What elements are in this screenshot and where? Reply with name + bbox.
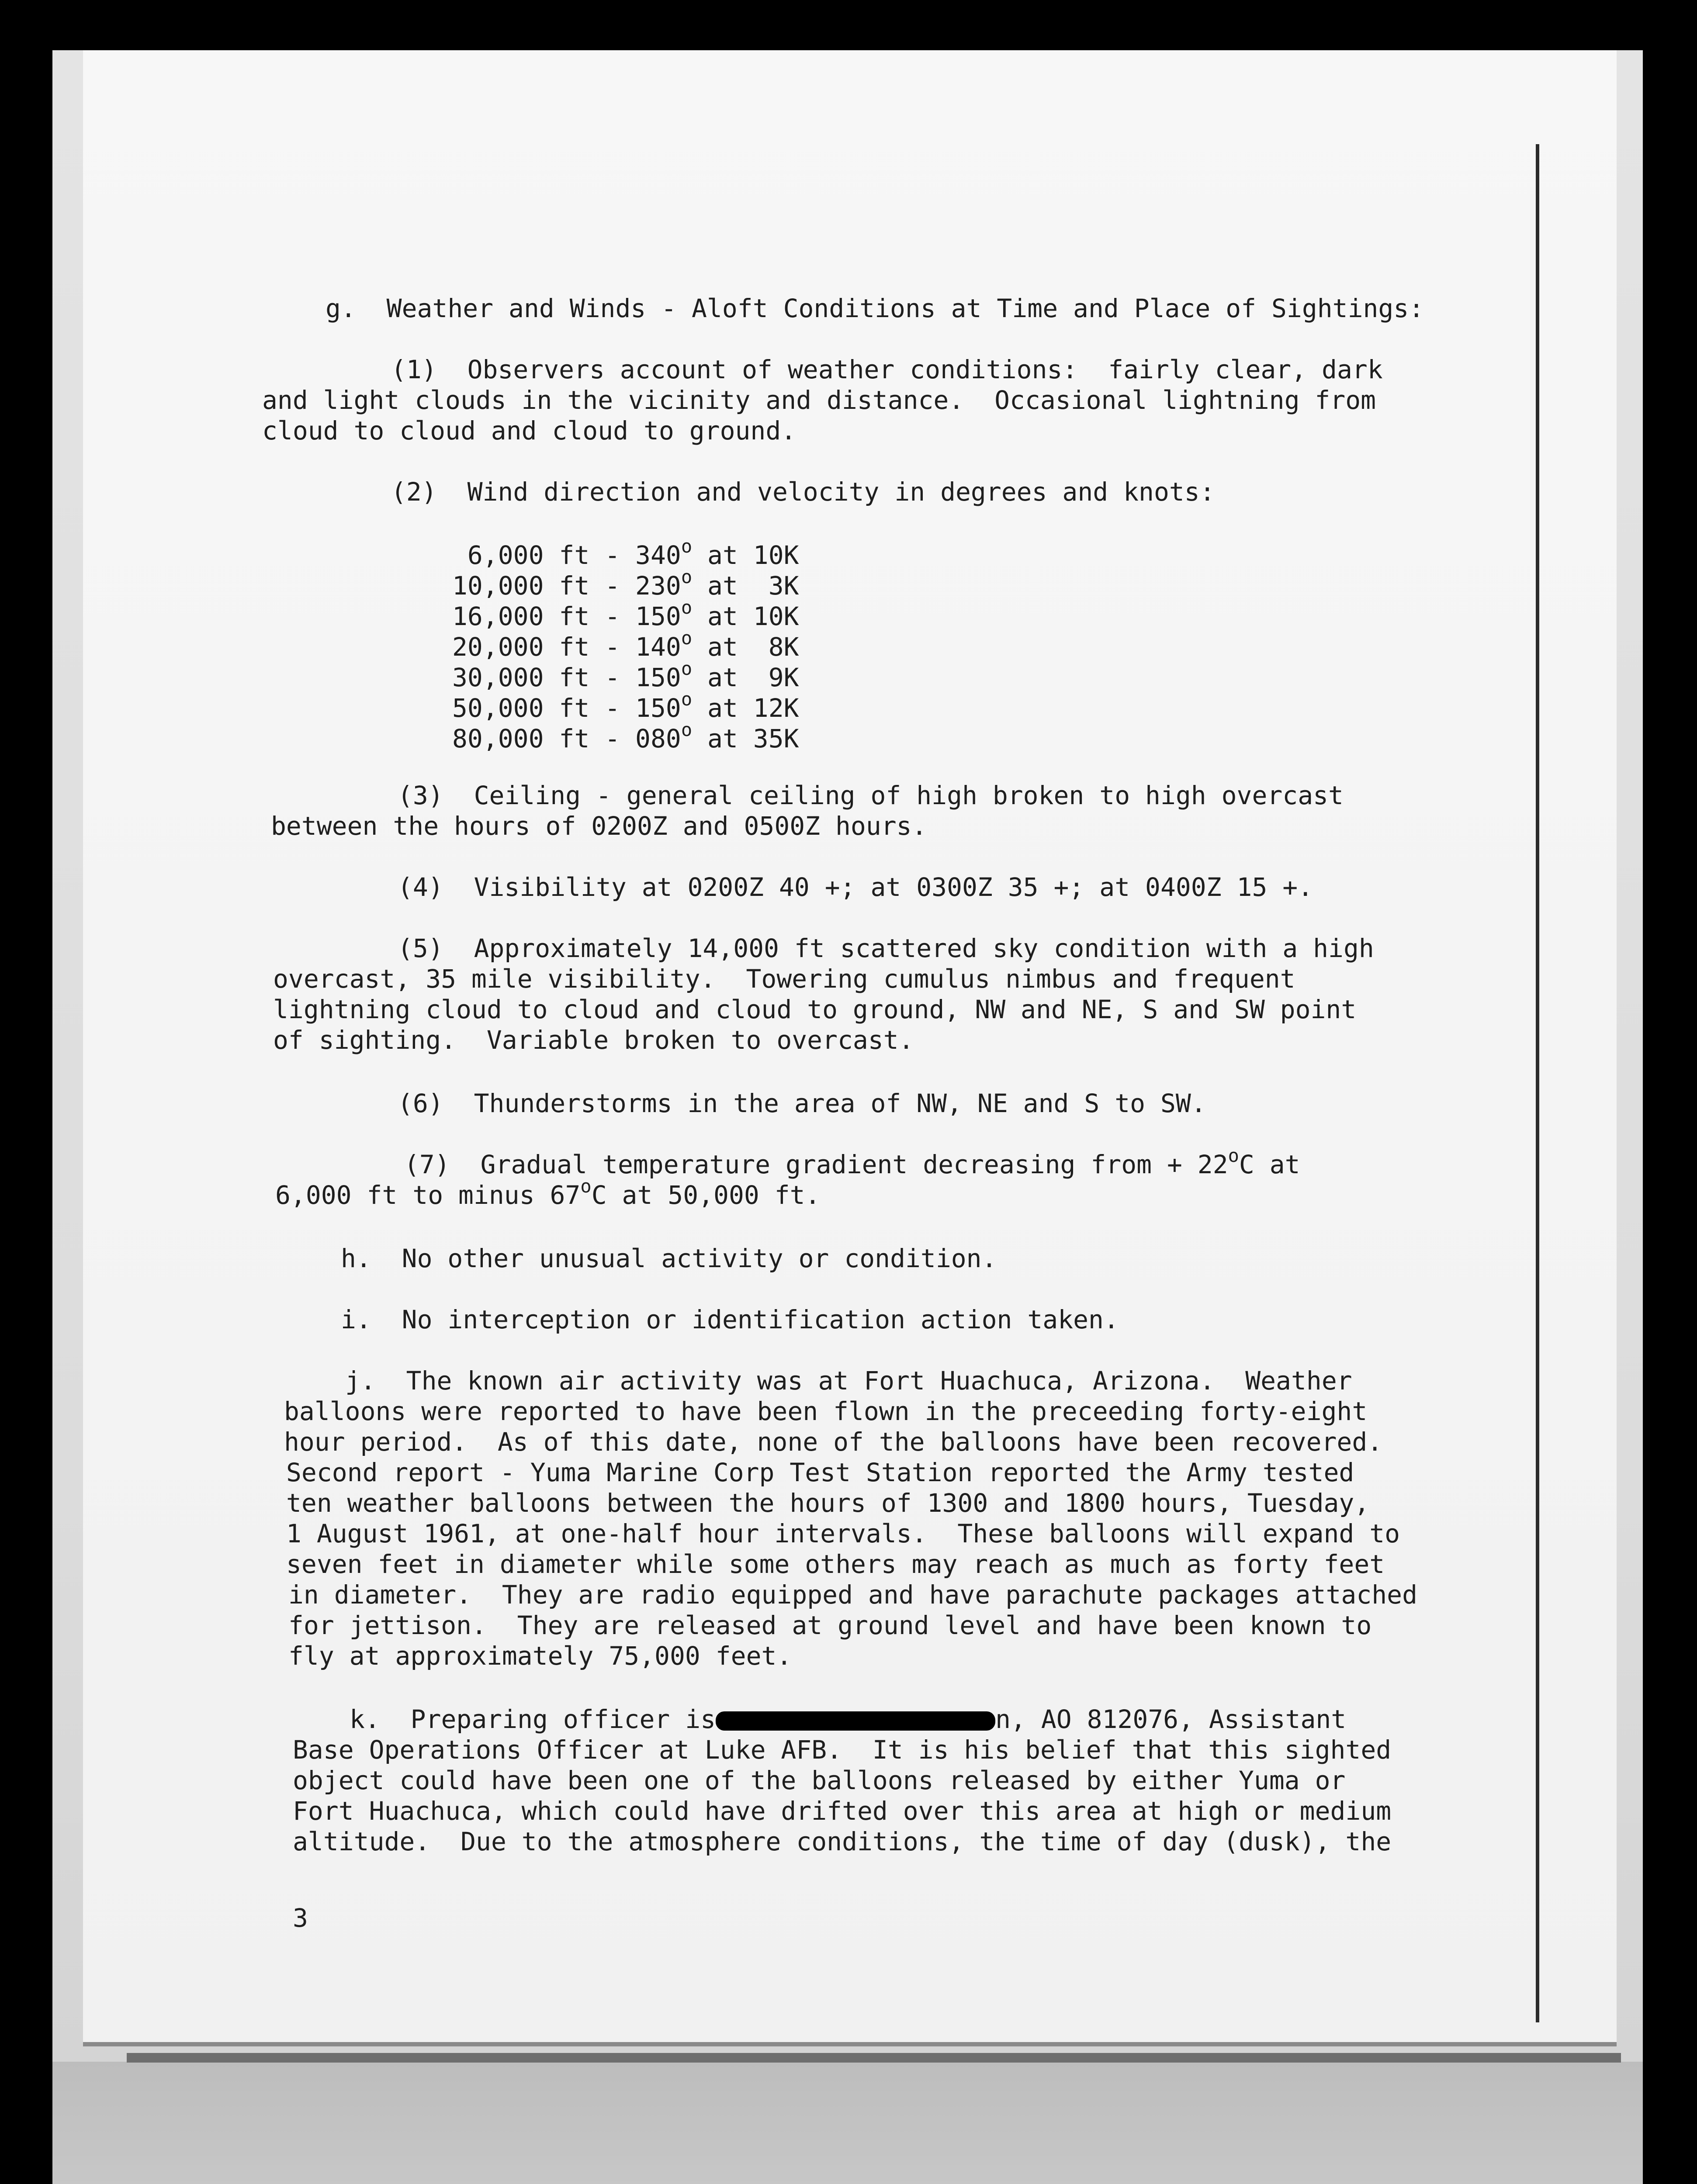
wind-degrees: 080	[635, 724, 681, 753]
wind-degrees: 150	[635, 601, 681, 631]
wind-dash: -	[589, 540, 636, 570]
wind-speed: 12K	[753, 693, 799, 723]
wind-altitude: 20,000 ft	[452, 632, 590, 662]
item-1-line-3: cloud to cloud and cloud to ground.	[262, 416, 797, 446]
section-j-line-3: hour period. As of this date, none of the balloons have been recovered.	[284, 1427, 1383, 1457]
wind-row	[452, 688, 799, 724]
item-4-line: (4) Visibility at 0200Z 40 +; at 0300Z 35 +; at 0400Z 15 +.	[398, 872, 1313, 902]
wind-dash: -	[589, 571, 636, 601]
section-k-line-1	[350, 1704, 1346, 1735]
redaction-bar	[716, 1711, 995, 1731]
item-3-line-1: (3) Ceiling - general ceiling of high broken to high overcast	[398, 781, 1344, 810]
item-7-text: C at	[1239, 1150, 1300, 1179]
wind-at: at	[692, 601, 753, 631]
wind-speed: 35K	[753, 724, 799, 753]
section-k-line-5: altitude. Due to the atmosphere conditions, the time of day (dusk), the	[293, 1827, 1392, 1856]
wind-altitude: 50,000 ft	[452, 693, 590, 723]
wind-at: at	[692, 571, 753, 601]
wind-speed: 8K	[753, 632, 799, 662]
section-j-line-6: 1 August 1961, at one-half hour intervals. These balloons will expand to	[286, 1519, 1400, 1548]
wind-degrees: 340	[635, 540, 681, 570]
item-5-line-3: lightning cloud to cloud and cloud to ground, NW and NE, S and SW point	[273, 995, 1357, 1024]
wind-at: at	[692, 693, 753, 723]
wind-row	[452, 627, 799, 663]
section-j-line-7: seven feet in diameter while some others may reach as much as forty feet	[286, 1549, 1385, 1579]
wind-altitude: 16,000 ft	[452, 601, 590, 631]
wind-row	[452, 719, 799, 754]
section-j-line-1: j. The known air activity was at Fort Huachuca, Arizona. Weather	[345, 1366, 1352, 1396]
wind-row	[452, 597, 799, 632]
section-j-line-10: fly at approximately 75,000 feet.	[288, 1641, 792, 1671]
wind-altitude: 80,000 ft	[452, 724, 590, 753]
section-k-line-3: object could have been one of the balloons released by either Yuma or	[293, 1766, 1346, 1795]
wind-speed: 9K	[753, 663, 799, 692]
section-j-line-2: balloons were reported to have been flown in the preceeding forty-eight	[284, 1396, 1368, 1426]
degree-symbol: o	[681, 688, 693, 710]
wind-speed: 10K	[753, 540, 799, 570]
item-7-text: C at 50,000 ft.	[591, 1180, 821, 1210]
page-number: 3	[293, 1903, 308, 1933]
wind-at: at	[692, 540, 753, 570]
item-2-heading: (2) Wind direction and velocity in degrees and knots:	[391, 477, 1215, 507]
wind-at: at	[692, 663, 753, 692]
section-j-line-8: in diameter. They are radio equipped and have parachute packages attached	[288, 1580, 1418, 1610]
degree-symbol: o	[580, 1175, 592, 1197]
section-h: h. No other unusual activity or condition.	[341, 1244, 997, 1273]
section-j-line-5: ten weather balloons between the hours of 1300 and 1800 hours, Tuesday,	[286, 1488, 1370, 1518]
wind-at: at	[692, 632, 753, 662]
section-k-line-4: Fort Huachuca, which could have drifted over this area at high or medium	[293, 1796, 1392, 1826]
degree-symbol: o	[681, 719, 693, 740]
section-j-line-4: Second report - Yuma Marine Corp Test Station reported the Army tested	[286, 1458, 1354, 1487]
wind-row	[452, 536, 799, 571]
section-g-heading: g. Weather and Winds - Aloft Conditions at Time and Place of Sightings:	[326, 294, 1424, 323]
wind-degrees: 230	[635, 571, 681, 601]
section-k-text: k. Preparing officer is	[350, 1704, 716, 1734]
section-k-line-2: Base Operations Officer at Luke AFB. It is his belief that this sighted	[293, 1735, 1392, 1765]
wind-row	[452, 658, 799, 693]
item-1-line-2: and light clouds in the vicinity and distance. Occasional lightning from	[262, 385, 1376, 415]
item-7-line-2	[275, 1175, 821, 1211]
item-7-text: (7) Gradual temperature gradient decreasing from + 22	[404, 1150, 1228, 1179]
wind-row	[452, 566, 799, 601]
wind-altitude: 6,000 ft	[452, 540, 590, 570]
degree-symbol: o	[681, 536, 693, 557]
degree-symbol: o	[1228, 1145, 1239, 1166]
section-k-text: n, AO 812076, Assistant	[995, 1704, 1347, 1734]
wind-dash: -	[589, 601, 636, 631]
item-3-line-2: between the hours of 0200Z and 0500Z hours.	[271, 811, 927, 841]
wind-speed: 3K	[753, 571, 799, 601]
item-7-line-1	[404, 1145, 1300, 1180]
wind-degrees: 140	[635, 632, 681, 662]
wind-altitude: 30,000 ft	[452, 663, 590, 692]
section-i: i. No interception or identification action taken.	[341, 1305, 1119, 1334]
item-1-line-1: (1) Observers account of weather conditions: fairly clear, dark	[391, 355, 1383, 384]
degree-symbol: o	[681, 566, 693, 587]
wind-dash: -	[589, 632, 636, 662]
item-5-line-1: (5) Approximately 14,000 ft scattered sky condition with a high	[398, 933, 1374, 963]
section-j-line-9: for jettison. They are released at ground level and have been known to	[288, 1610, 1372, 1640]
degree-symbol: o	[681, 627, 693, 649]
degree-symbol: o	[681, 658, 693, 679]
item-5-line-2: overcast, 35 mile visibility. Towering cumulus nimbus and frequent	[273, 964, 1295, 994]
degree-symbol: o	[681, 597, 693, 618]
wind-speed: 10K	[753, 601, 799, 631]
wind-dash: -	[589, 693, 636, 723]
wind-at: at	[692, 724, 753, 753]
wind-degrees: 150	[635, 693, 681, 723]
item-5-line-4: of sighting. Variable broken to overcast.	[273, 1025, 914, 1055]
wind-degrees: 150	[635, 663, 681, 692]
wind-dash: -	[589, 663, 636, 692]
item-6-line: (6) Thunderstorms in the area of NW, NE and S to SW.	[398, 1089, 1206, 1118]
wind-dash: -	[589, 724, 636, 753]
item-7-text: 6,000 ft to minus 67	[275, 1180, 581, 1210]
wind-altitude: 10,000 ft	[452, 571, 590, 601]
